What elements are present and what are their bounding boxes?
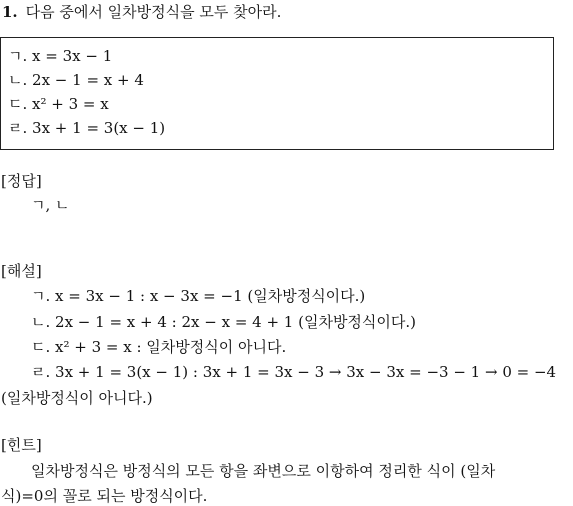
answer-label: [정답] — [1, 172, 42, 190]
question-line — [2, 3, 281, 21]
hint-line-1: 일차방정식은 방정식의 모든 항을 좌변으로 이항하여 정리한 식이 (일차 — [31, 462, 496, 480]
question-number: 1. — [2, 3, 18, 21]
choice-giyeok: ㄱ. x = 3x − 1 — [8, 47, 113, 65]
explanation-line-5: (일차방정식이 아니다.) — [1, 389, 153, 407]
choice-digeut: ㄷ. x² + 3 = x — [8, 95, 109, 113]
answer-text: ㄱ, ㄴ — [31, 196, 70, 214]
explanation-label: [해설] — [1, 262, 42, 280]
choice-rieul: ㄹ. 3x + 1 = 3(x − 1) — [8, 119, 166, 137]
explanation-line-2: ㄴ. 2x − 1 = x + 4 : 2x − x = 4 + 1 (일차방정식이다.) — [31, 313, 417, 331]
explanation-line-1: ㄱ. x = 3x − 1 : x − 3x = −1 (일차방정식이다.) — [31, 287, 366, 305]
question-text: 다음 중에서 일차방정식을 모두 찾아라. — [25, 3, 282, 21]
hint-line-2: 식)=0의 꼴로 되는 방정식이다. — [1, 487, 208, 505]
choices-box — [0, 37, 554, 150]
explanation-line-4: ㄹ. 3x + 1 = 3(x − 1) : 3x + 1 = 3x − 3 → 3x − 3x = −3 − 1 → 0 = −4 — [31, 363, 557, 381]
hint-label: [힌트] — [1, 436, 42, 454]
choice-nieun: ㄴ. 2x − 1 = x + 4 — [8, 71, 144, 89]
explanation-line-3: ㄷ. x² + 3 = x : 일차방정식이 아니다. — [31, 338, 287, 356]
